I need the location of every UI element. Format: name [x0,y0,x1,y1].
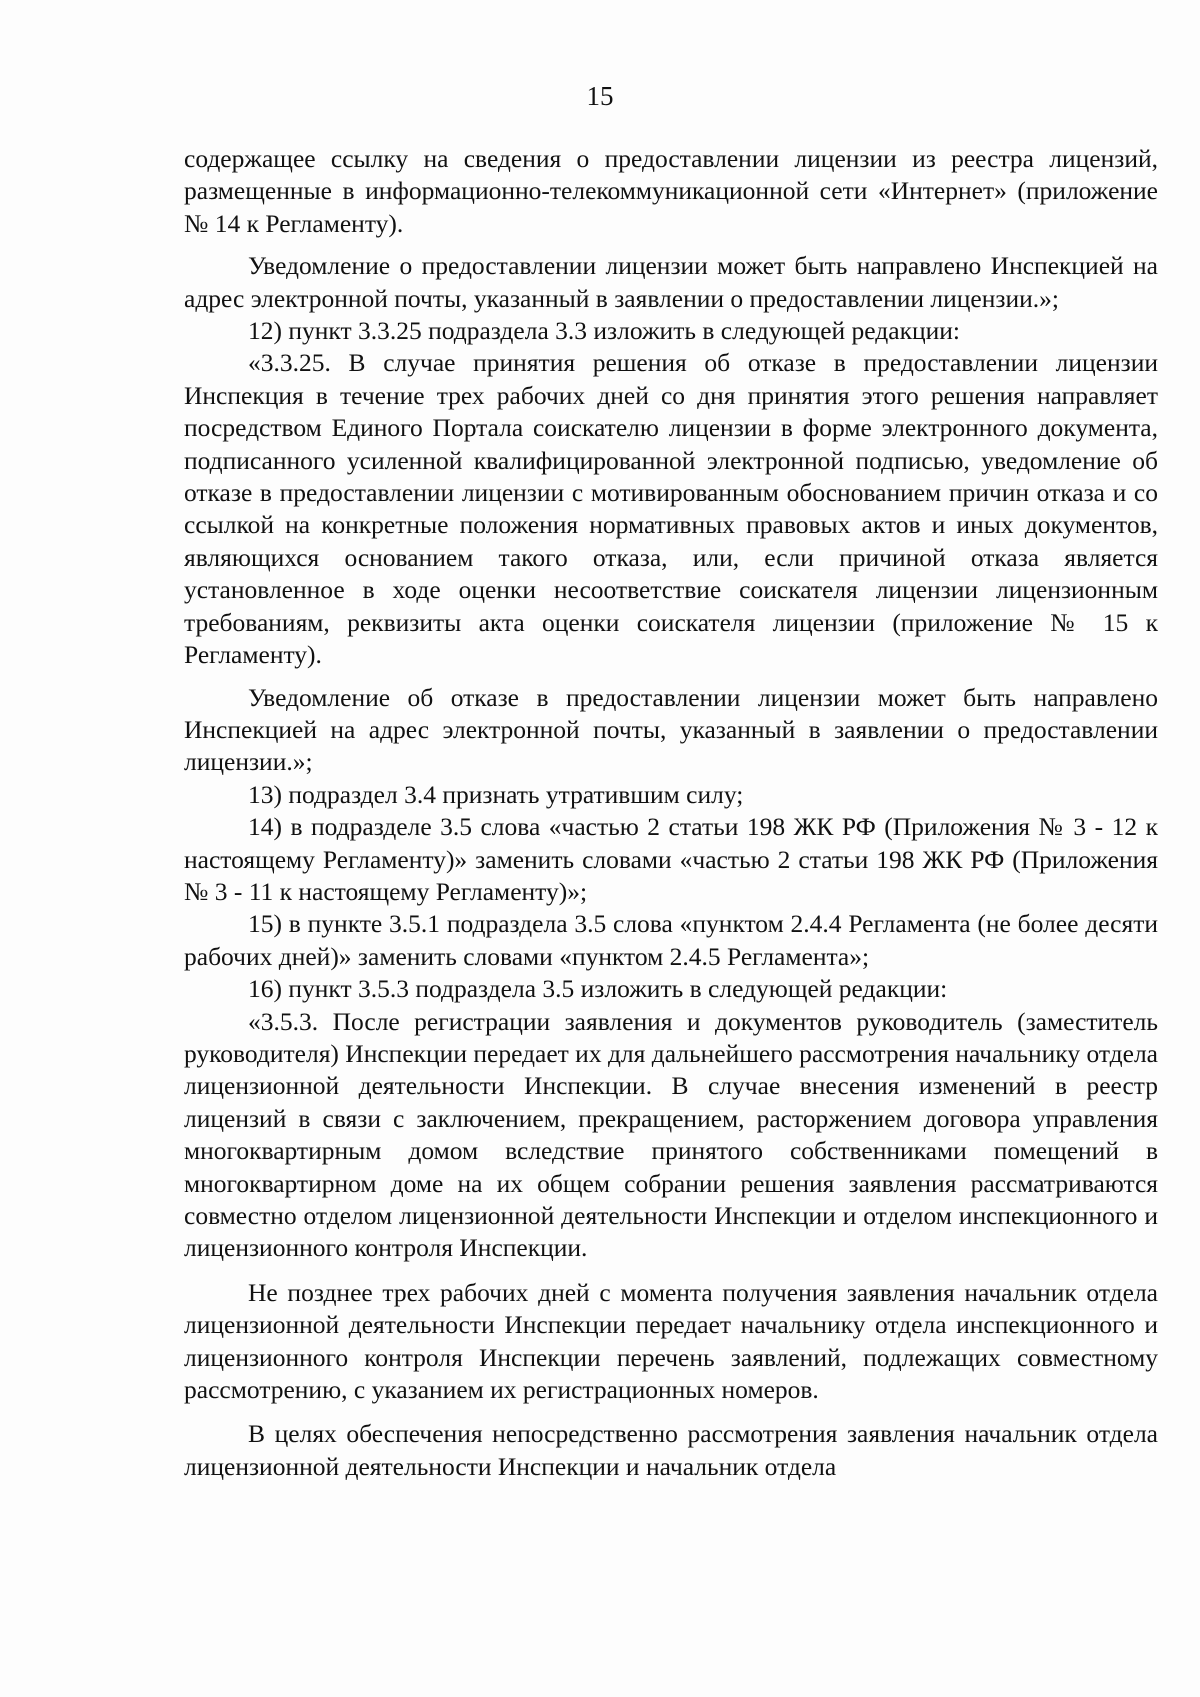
paragraph-item-14: 14) в подразделе 3.5 слова «частью 2 статьи 198 ЖК РФ (Приложения № 3 - 12 к настоящему Регламенту)» заменить словами «частью 2 статьи 198 ЖК РФ (Приложения № 3 - 11 к настоящему Регламенту)»; [184,812,1158,906]
paragraph-clause-3-5-3: «3.5.3. После регистрации заявления и документов руководитель (заместитель руководителя) Инспекции передает их для дальнейшего рассмотрения начальнику отдела лицензионной деятельности Инспекции. В случае внесения изменений в реестр лицензий в связи с заключением, прекращением, расторжением договора управления многоквартирным домом вследствие принятого собственниками помещений в многоквартирном доме на их общем собрании решения заявления рассматриваются совместно отделом лицензионной деятельности Инспекции и отделом инспекционного и лицензионного контроля Инспекции. [184,1006,1158,1263]
page-number: 15 [586,81,614,111]
paragraph-item-12: 12) пункт 3.3.25 подраздела 3.3 изложить в следующей редакции: [248,316,960,346]
paragraph-item-13: 13) подраздел 3.4 признать утратившим силу; [248,779,744,809]
paragraph-deadline: Не позднее трех рабочих дней с момента получения заявления начальник отдела лицензионной деятельности Инспекции передает начальнику отдела инспекционного и лицензионного контроля Инспекции перечень заявлений, подлежащих совместному рассмотрению, с указанием их регистрационных номеров. [184,1277,1158,1405]
paragraph-clause-3-3-25: «3.3.25. В случае принятия решения об отказе в предоставлении лицензии Инспекция в течение трех рабочих дней со дня принятия этого решения направляет посредством Единого Портала соискателю лицензии в форме электронного документа, подписанного усиленной квалифицированной электронной подписью, уведомление об отказе в предоставлении лицензии с мотивированным обоснованием причин отказа и со ссылкой на конкретные положения нормативных правовых актов и иных документов, являющихся основанием такого отказа, или, если причиной отказа является установленное в ходе оценки несоответствие соискателя лицензии лицензионным требованиям, реквизиты акта оценки соискателя лицензии (приложение № 15 к Регламенту). [184,348,1158,670]
paragraph-purpose: В целях обеспечения непосредственно рассмотрения заявления начальник отдела лицензионной деятельности Инспекции и начальник отдела [184,1419,1158,1481]
paragraph-item-16: 16) пункт 3.5.3 подраздела 3.5 изложить в следующей редакции: [248,974,948,1004]
paragraph-item-15: 15) в пункте 3.5.1 подраздела 3.5 слова «пунктом 2.4.4 Регламента (не более десяти рабочих дней)» заменить словами «пунктом 2.4.5 Регламента»; [184,909,1158,971]
paragraph-notice-license-granted: Уведомление о предоставлении лицензии может быть направлено Инспекцией на адрес электронной почты, указанный в заявлении о предоставлении лицензии.»; [184,251,1158,313]
paragraph-notice-refusal: Уведомление об отказе в предоставлении лицензии может быть направлено Инспекцией на адрес электронной почты, указанный в заявлении о предоставлении лицензии.»; [184,682,1158,777]
document-body [184,143,1158,1483]
paragraph-continuation: содержащее ссылку на сведения о предоставлении лицензии из реестра лицензий, размещенные в информационно-телекоммуникационной сети «Интернет» (приложение № 14 к Регламенту). [184,144,1158,238]
